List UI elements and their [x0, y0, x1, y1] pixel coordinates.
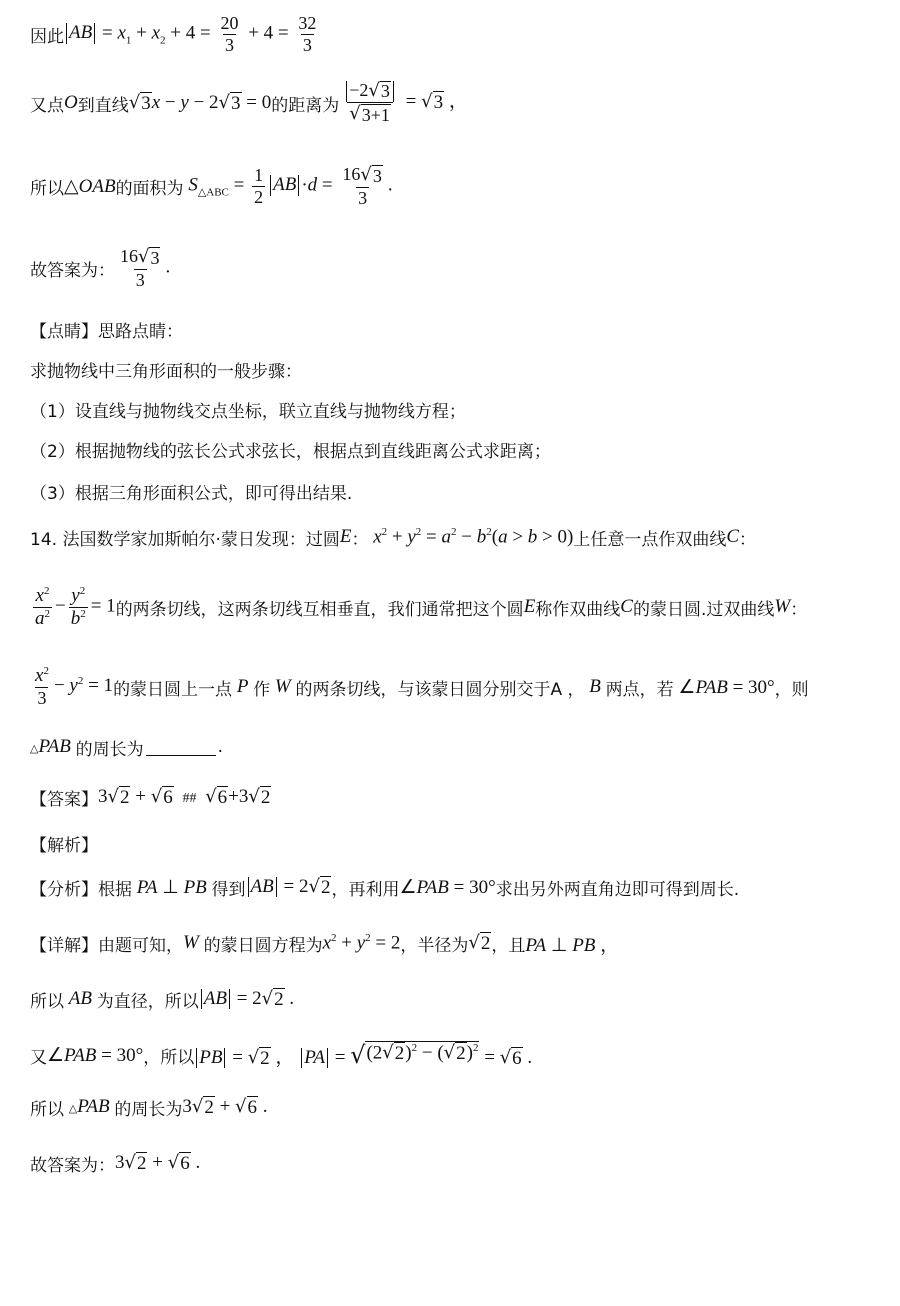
- step-sides: [30, 1036, 532, 1074]
- text-therefore: 因此: [30, 26, 64, 47]
- hyperbola-w-2: W: [270, 676, 296, 697]
- question-14-line-2: $\frac{x^2}{a^2}$ − $\frac{y^2}{b^2}$ = 1 的两条切线，这两条切线互相垂直，我们通常把这个圆 E 称作双曲线 C 的蒙日圆.过双曲线 W ：: [30, 578, 807, 636]
- s2-text-b: ，所以: [143, 1047, 195, 1068]
- formula-angle-30-c: ∠PAB = 30°: [47, 1044, 144, 1066]
- segment-ab: AB: [64, 988, 97, 1009]
- formula-area: $S_{\triangle ABC}$ = $\frac{1}{2}$ AB ·d = 16 √ 3 3 .: [188, 163, 393, 208]
- formula-answer-13: 16 √ 3 3 .: [120, 245, 171, 290]
- q14-text-g: 作: [253, 679, 271, 700]
- formula-hyperbola-w: $\frac{x^2}{3}$ − $y^2 = 1$: [35, 665, 114, 709]
- formula-angle-30-b: ∠PAB = 30°: [399, 876, 496, 898]
- formula-ab-2root2-b: AB = 2 √ 2 .: [199, 988, 294, 1011]
- fenxi-text-c: ，再利用: [331, 879, 400, 900]
- fenxi-text-b: 得到: [211, 879, 246, 900]
- text-distance: 的距离为: [271, 95, 340, 116]
- q14-text-i: 两点，若: [605, 679, 674, 700]
- answer-line: [30, 782, 271, 812]
- detail-text-c: ，半径为: [400, 935, 469, 956]
- q14-text-d: 称作双曲线: [535, 599, 621, 620]
- triangle-oab: △OAB: [64, 175, 116, 197]
- q14-text-b: 上任意一点作双曲线: [573, 529, 727, 550]
- triangle-pab-2: △PAB: [68, 1096, 110, 1117]
- answer-line-13: [30, 242, 170, 294]
- fenxi-text-d: 求出另外两直角边即可得到周长.: [495, 879, 740, 900]
- point-p: P: [232, 676, 254, 697]
- s1-text-a: 所以: [30, 991, 64, 1012]
- formula-ab-2root2: AB = 2 √ 2: [246, 876, 332, 899]
- formula-perp: PA ⊥ PB: [136, 876, 207, 898]
- formula-monge-circle: $x^2 + y^2 = 2$: [322, 931, 401, 954]
- note-step-1: （1）设直线与抛物线交点坐标，联立直线与抛物线方程；: [30, 401, 466, 422]
- text-area-is: 的面积为: [115, 178, 184, 199]
- q14-text-e: 的蒙日圆.过双曲线: [632, 599, 775, 620]
- hyperbola-w-3: W: [183, 932, 204, 953]
- text-so: 所以: [30, 178, 64, 199]
- analysis-label: 【解析】: [30, 835, 98, 856]
- note-heading: 【点睛】思路点睛：: [30, 321, 183, 342]
- hyperbola-c-2: C: [620, 596, 633, 617]
- s3-text-b: 的周长为: [114, 1099, 183, 1120]
- point-o: O: [64, 92, 78, 113]
- point-b: B: [584, 676, 606, 697]
- formula-line-eq: √ 3 x − y − 2 √ 3 = 0: [128, 91, 272, 114]
- q14-text-a: 14. 法国数学家加斯帕尔·蒙日发现：过圆: [30, 529, 340, 550]
- s2-text-a: 又: [30, 1047, 47, 1068]
- detail-text-b: 的蒙日圆方程为: [203, 935, 323, 956]
- final-answer-formula: 3 √ 2 + √ 6 .: [115, 1151, 201, 1174]
- note-step-3: （3）根据三角形面积公式，即可得出结果.: [30, 483, 353, 504]
- answer-separator: ##: [182, 790, 197, 806]
- triangle-pab: △PAB: [30, 736, 71, 757]
- area-line-ab: [30, 12, 321, 56]
- q14-text-h: 的两条切线，与该蒙日圆分别交于A ，: [295, 679, 585, 700]
- hyperbola-c: C: [726, 526, 740, 547]
- question-14-line-3: [30, 658, 809, 716]
- formula-circle-eq: $x^2 + y^2 = a^2 - b^2(a > b > 0)$: [373, 525, 574, 548]
- triangle-area-line: [30, 160, 393, 212]
- text-answer-is: 故答案为：: [30, 260, 115, 281]
- final-answer-label: 故答案为：: [30, 1155, 115, 1176]
- circle-e: E: [339, 526, 352, 547]
- distance-line: [30, 74, 468, 132]
- q14-text-j: ，则: [774, 679, 809, 700]
- formula-perp-2: PA ⊥ PB ，: [525, 934, 620, 956]
- formula-ab-length: AB = $x_1 + x_2 + 4$ = $\frac{20}{3}$ + 4 = $\frac{32}{3}$: [64, 13, 321, 55]
- text-to-line: 到直线: [77, 95, 129, 116]
- answer-formula: 3 √ 2 + √ 6 ## √ 6 +3 √ 2: [98, 785, 271, 808]
- detail-text-a: 【详解】由题可知，: [30, 935, 183, 956]
- formula-angle-30: ∠PAB = 30°: [673, 676, 775, 698]
- final-answer-line: [30, 1148, 200, 1178]
- formula-perimeter: 3 √ 2 + √ 6 .: [182, 1095, 268, 1118]
- text-point: 又点: [30, 95, 64, 116]
- s1-text-b: 为直径，所以: [96, 991, 199, 1012]
- step-diameter: [30, 984, 294, 1014]
- note-step-2: （2）根据抛物线的弦长公式求弦长，根据点到直线距离公式求距离；: [30, 441, 551, 462]
- formula-pb-pa: PB = √ 2 ， PA = √ (2 √ 2 )$^2$ − ( √ 2 )$^2$ = √ 6 .: [194, 1041, 532, 1070]
- detail-text-d: ，且: [491, 935, 526, 956]
- formula-radius: √ 2: [468, 931, 491, 954]
- q14-text-c: 的两条切线，这两条切线互相垂直，我们通常把这个圆: [115, 599, 524, 620]
- answer-blank: [146, 739, 216, 756]
- circle-e-2: E: [523, 596, 536, 617]
- detail-line: [30, 928, 619, 958]
- question-14-line-4: △PAB 的周长为 .: [30, 736, 223, 760]
- formula-distance: −2 √ 3 √ 3+1 = √ 3 ，: [339, 80, 468, 125]
- note-intro: 求抛物线中三角形面积的一般步骤：: [30, 361, 302, 382]
- s3-text-a: 所以: [30, 1099, 64, 1120]
- q14-text-k: 的周长为: [75, 739, 144, 760]
- q14-text-f: 的蒙日圆上一点: [113, 679, 233, 700]
- hyperbola-w: W: [774, 596, 791, 617]
- fenxi-line: [30, 872, 739, 902]
- answer-label: 【答案】: [30, 789, 98, 810]
- formula-hyperbola-c: $\frac{x^2}{a^2}$ − $\frac{y^2}{b^2}$ = 1: [35, 584, 116, 629]
- fenxi-text-a: 【分析】根据: [30, 879, 132, 900]
- step-perimeter: [30, 1092, 268, 1122]
- question-14-line-1: 14. 法国数学家加斯帕尔·蒙日发现：过圆 E ： $x^2 + y^2 = a^2 - b^2(a > b > 0)$ 上任意一点作双曲线 C ：: [30, 525, 757, 550]
